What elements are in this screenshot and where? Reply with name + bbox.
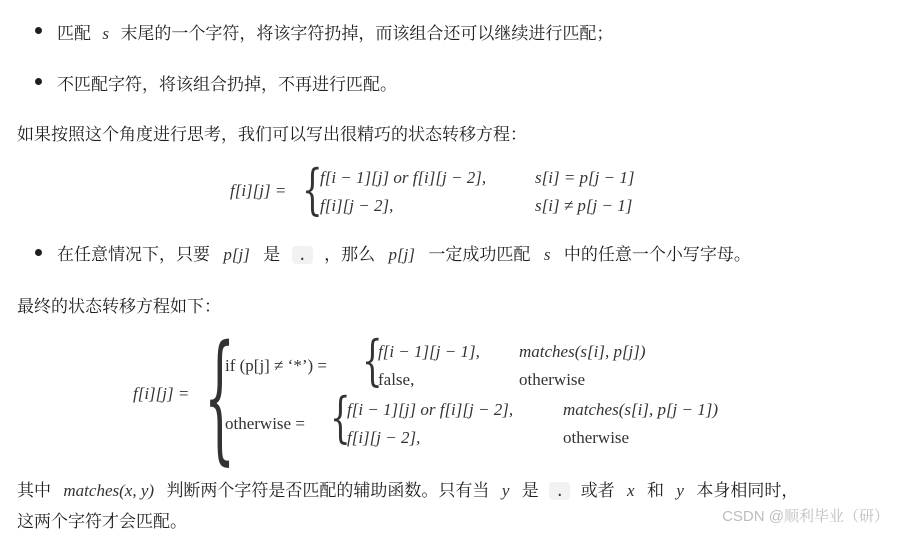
text: 和 bbox=[647, 481, 664, 501]
final-heading: 最终的状态转移方程如下： bbox=[17, 297, 221, 317]
eq2-case2-row2-cond: otherwise bbox=[563, 428, 630, 447]
bottom-paragraph-line2: 这两个字符才会匹配。 bbox=[17, 512, 187, 532]
math-var: p[j] bbox=[388, 245, 415, 264]
eq2-case1-row2-cond: otherwise bbox=[519, 370, 586, 389]
math-fn: matches(x, y) bbox=[63, 481, 155, 500]
bullet-dot bbox=[35, 78, 42, 85]
csdn-watermark: CSDN @顺利毕业（研） bbox=[722, 508, 889, 525]
eq2-outer-brace: { bbox=[204, 316, 236, 479]
eq1-row1-cond: s[i] = p[j − 1] bbox=[535, 168, 635, 187]
eq2-case2-row1-cond: matches(s[i], p[j − 1]) bbox=[563, 400, 719, 419]
eq2-case2-row2-expr: f[i][j − 2], bbox=[347, 428, 421, 447]
bullet-text: 匹配 bbox=[57, 24, 91, 44]
eq2-case2-brace: { bbox=[330, 386, 351, 449]
eq1-lhs: f[i][j] = bbox=[230, 181, 287, 200]
text: 是 bbox=[263, 245, 281, 265]
inline-code: . bbox=[549, 482, 570, 500]
eq2-case1-row1-expr: f[i − 1][j − 1], bbox=[378, 342, 480, 361]
text: 或者 bbox=[580, 481, 615, 501]
bottom-paragraph-line1 bbox=[17, 476, 798, 501]
text: 在任意情况下，只要 bbox=[57, 245, 210, 265]
eq2-case2-label: otherwise = bbox=[225, 414, 305, 433]
text: 一定成功匹配 bbox=[428, 245, 531, 265]
eq1-row1-expr: f[i − 1][j] or f[i][j − 2], bbox=[320, 168, 487, 187]
bullet-dot bbox=[35, 27, 42, 34]
eq2-case1-brace: { bbox=[362, 329, 383, 392]
math-var: y bbox=[676, 481, 684, 500]
bullet-item-1 bbox=[57, 19, 613, 44]
text: 中的任意一个小写字母。 bbox=[563, 245, 751, 265]
eq2-case2-row1-expr: f[i − 1][j] or f[i][j − 2], bbox=[347, 400, 514, 419]
math-var: s bbox=[102, 24, 110, 43]
eq2-case1-row1-cond: matches(s[i], p[j]) bbox=[519, 342, 646, 361]
text: 本身相同时， bbox=[696, 481, 799, 501]
math-var: x bbox=[627, 481, 635, 500]
inline-code: . bbox=[292, 246, 313, 264]
text: 判断两个字符是否匹配的辅助函数。只有当 bbox=[166, 481, 490, 501]
bullet-item-3 bbox=[57, 240, 751, 265]
eq1-row2-cond: s[i] ≠ p[j − 1] bbox=[535, 196, 633, 215]
text: 其中 bbox=[17, 481, 51, 501]
bullet-text: 末尾的一个字符，将该字符扔掉，而该组合还可以继续进行匹配； bbox=[120, 24, 614, 44]
eq1-row2-expr: f[i][j − 2], bbox=[320, 196, 394, 215]
bullet-item-2: 不匹配字符，将该组合扔掉，不再进行匹配。 bbox=[57, 75, 397, 95]
eq1-brace: { bbox=[302, 158, 323, 221]
intro-paragraph: 如果按照这个角度进行思考，我们可以写出很精巧的状态转移方程： bbox=[17, 125, 527, 145]
eq2-case1-label: if (p[j] ≠ ‘*’) = bbox=[225, 356, 327, 375]
text: 是 bbox=[521, 481, 539, 501]
math-var: p[j] bbox=[223, 245, 250, 264]
bullet-dot bbox=[35, 249, 42, 256]
eq2-lhs: f[i][j] = bbox=[133, 384, 190, 403]
text: ，那么 bbox=[324, 245, 376, 265]
eq2-case1-row2-expr: false, bbox=[378, 370, 415, 389]
math-var: s bbox=[543, 245, 551, 264]
math-var: y bbox=[501, 481, 510, 500]
